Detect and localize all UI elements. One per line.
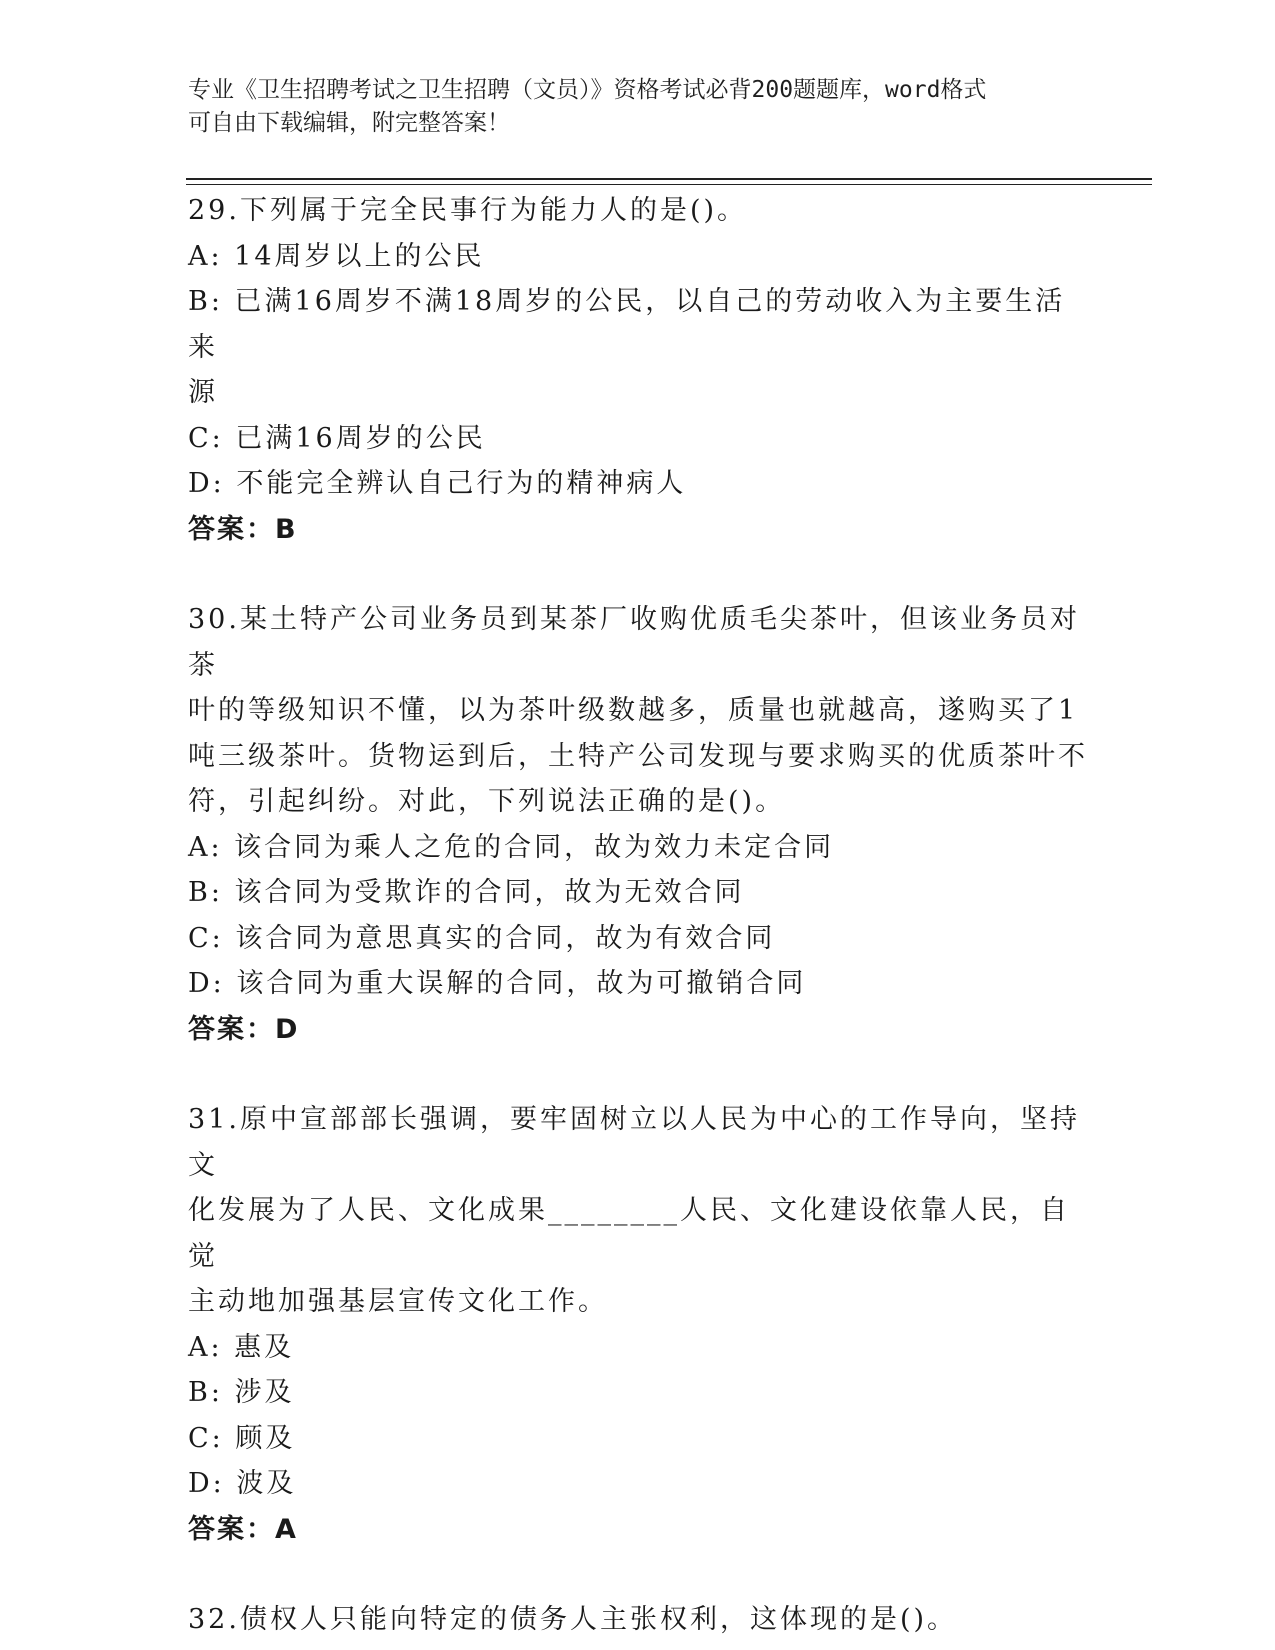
option-b: B: 涉及 [188, 1377, 295, 1408]
question-stem: 主动地加强基层宣传文化工作。 [188, 1286, 608, 1317]
option-b: B: 已满16周岁不满18周岁的公民，以自己的劳动收入为主要生活来 [188, 286, 1066, 363]
question-spacer [188, 1052, 1088, 1097]
question-30 [188, 597, 1088, 1052]
header-divider-thin [186, 184, 1152, 185]
question-32 [188, 1597, 1088, 1643]
question-stem: 32.债权人只能向特定的债务人主张权利，这体现的是()。 [188, 1604, 958, 1635]
question-stem: 吨三级茶叶。货物运到后，土特产公司发现与要求购买的优质茶叶不 [188, 740, 1088, 772]
question-29 [188, 188, 1088, 552]
question-spacer [188, 1552, 1088, 1597]
option-c: C: 已满16周岁的公民 [188, 422, 486, 454]
header-divider-thick [186, 178, 1152, 180]
question-stem: 31.原中宣部部长强调，要牢固树立以人民为中心的工作导向，坚持文 [188, 1104, 1080, 1181]
question-stem: 29.下列属于完全民事行为能力人的是()。 [188, 195, 748, 226]
question-stem: 叶的等级知识不懂，以为茶叶级数越多，质量也就越高，遂购买了1 [188, 695, 1079, 726]
answer-label: 答案：B [188, 513, 298, 545]
option-d: D: 不能完全辨认自己行为的精神病人 [188, 468, 687, 499]
question-list [188, 188, 1088, 1643]
option-c: C: 顾及 [188, 1422, 296, 1454]
option-a: A: 14周岁以上的公民 [188, 240, 485, 272]
option-d: D: 该合同为重大误解的合同，故为可撤销合同 [188, 968, 807, 999]
option-c: C: 该合同为意思真实的合同，故为有效合同 [188, 922, 776, 954]
option-b: B: 该合同为受欺诈的合同，故为无效合同 [188, 877, 745, 908]
option-a: A: 该合同为乘人之危的合同，故为效力未定合同 [188, 831, 835, 863]
answer-label: 答案：A [188, 1513, 298, 1545]
option-b-continued: 源 [188, 377, 218, 408]
header-title-line-2: 可自由下载编辑，附完整答案！ [188, 110, 510, 136]
option-d: D: 波及 [188, 1468, 297, 1499]
option-a: A: 惠及 [188, 1331, 295, 1363]
document-header [188, 74, 1068, 140]
question-31 [188, 1097, 1088, 1552]
question-spacer [188, 552, 1088, 597]
header-title-line-1: 专业《卫生招聘考试之卫生招聘（文员）》资格考试必背200题题库，word格式 [188, 77, 987, 103]
answer-label: 答案：D [188, 1013, 300, 1045]
question-stem: 符，引起纠纷。对此，下列说法正确的是()。 [188, 786, 786, 817]
question-stem: 30.某土特产公司业务员到某茶厂收购优质毛尖茶叶，但该业务员对茶 [188, 604, 1080, 681]
question-stem: 化发展为了人民、文化成果________人民、文化建设依靠人民，自觉 [188, 1195, 1070, 1272]
